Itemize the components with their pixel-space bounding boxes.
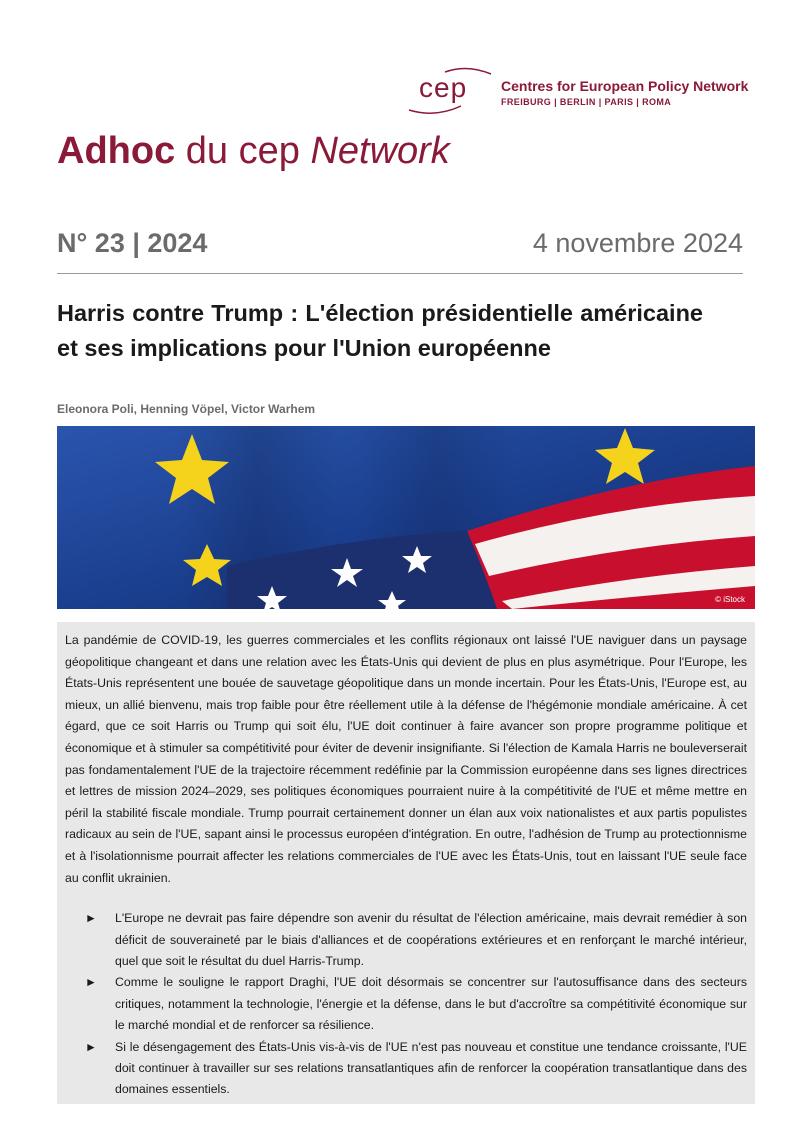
list-item-text: L'Europe ne devrait pas faire dépendre son avenir du résultat de l'élection américaine, mais devrait remédier à son déficit de souveraineté par le biais d'alliances et de coopérations extérieures et en renforçant le marché intérieur, quel que soit le résultat du duel Harris-Trump. bbox=[115, 911, 747, 968]
publication-title bbox=[57, 130, 450, 173]
publication-title-italic: Network bbox=[310, 130, 450, 172]
issue-number: N° 23 | 2024 bbox=[57, 228, 208, 258]
list-item-text: Si le désengagement des États-Unis vis-à-vis de l'UE n'est pas nouveau et constitue une tendance croissante, l'UE doit continuer à travailler sur ses relations transatlantiques afin de renforcer la coopération transatlantique dans des domaines essentiels. bbox=[115, 1039, 747, 1097]
bullet-arrow-icon: ► bbox=[85, 975, 97, 990]
list-item bbox=[85, 908, 747, 972]
list-item bbox=[85, 972, 747, 1036]
article-headline: Harris contre Trump : L'élection présidentielle américaine et ses implications pour l'Union européenne bbox=[57, 300, 703, 361]
summary-box bbox=[57, 622, 755, 1104]
summary-paragraph: La pandémie de COVID-19, les guerres commerciales et les conflits régionaux ont laissé l'UE naviguer dans un paysage géopolitique changeant et dans une relation avec les États-Unis qui devient de plus en plus asymétrique. Pour l'Europe, les États-Unis représentent une bouée de sauvetage géopolitique dans un monde incertain. Pour les États-Unis, l'Europe est, au mieux, un allié bienvenu, mais trop faible pour être réellement utile à la défense de l'hégémonie mondiale américaine. À cet égard, que ce soit Harris ou Trump qui soit élu, l'UE doit continuer à faire avancer son propre programme politique et économique et à stimuler sa compétitivité pour éviter de devenir insignifiante. Si l'élection de Kamala Harris ne bouleverserait pas fondamentalement l'UE de la trajectoire récemment redéfinie par la Commission européenne dans ses lignes directrices et lettres de mission 2024–2029, ses politiques économiques pourraient nuire à la compétitivité de l'UE et même mettre en péril la stabilité fiscale mondiale. Trump pourrait certainement donner un élan aux voix nationalistes et aux partis populistes radicaux au sein de l'UE, sapant ainsi le processus européen d'intégration. En outre, l'adhésion de Trump au protectionnisme et à l'isolationnisme pourrait affecter les relations commerciales de l'UE avec les États-Unis, tout en laissant l'UE seule face au conflit ukrainien. bbox=[65, 633, 747, 885]
publication-date: 4 novembre 2024 bbox=[532, 228, 743, 258]
network-name: Centres for European Policy Network bbox=[501, 78, 749, 94]
cep-logo-mark bbox=[405, 66, 495, 116]
list-item bbox=[85, 1037, 747, 1101]
image-credit: © iStock bbox=[715, 595, 745, 604]
cep-logo bbox=[405, 66, 750, 116]
bullet-arrow-icon: ► bbox=[85, 911, 97, 926]
list-item-text: Comme le souligne le rapport Draghi, l'UE doit désormais se concentrer sur l'autosuffisance dans des secteurs critiques, notamment la technologie, l'énergie et la défense, dans le but d'accroître sa compétitivité économique sur le marché mondial et de renforcer sa résilience. bbox=[115, 975, 747, 1033]
article-authors: Eleonora Poli, Henning Vöpel, Victor Warhem bbox=[57, 402, 316, 416]
bullet-arrow-icon: ► bbox=[85, 1039, 97, 1054]
eu-us-flags-illustration bbox=[57, 426, 755, 609]
header-divider bbox=[57, 273, 743, 274]
key-points-list bbox=[65, 908, 747, 1101]
publication-title-bold: Adhoc bbox=[57, 130, 176, 172]
flags-image bbox=[57, 426, 755, 609]
network-cities: FREIBURG | BERLIN | PARIS | ROMA bbox=[501, 97, 672, 107]
logo-wordmark: cep bbox=[419, 72, 468, 103]
publication-title-middle: du cep bbox=[175, 130, 311, 172]
